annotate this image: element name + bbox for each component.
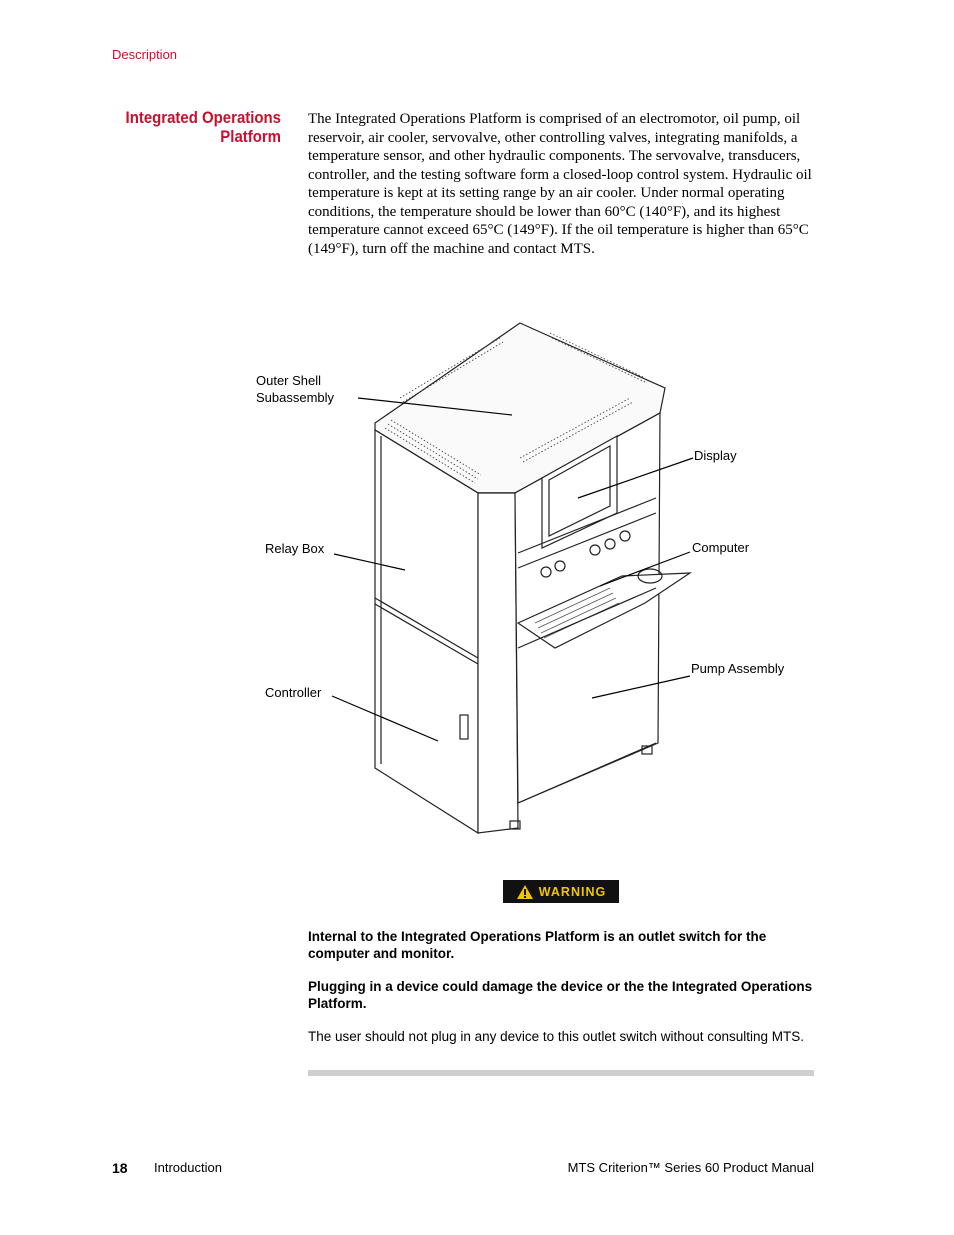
footer-manual-title: MTS Criterion™ Series 60 Product Manual <box>567 1160 814 1175</box>
callout-outer-shell-line1: Outer Shell <box>256 373 322 388</box>
callout-outer-shell-line2: Subassembly <box>256 390 335 405</box>
callout-controller: Controller <box>265 685 322 700</box>
footer-chapter: Introduction <box>154 1160 222 1175</box>
warning-badge <box>503 880 619 903</box>
running-header-section: Description <box>112 47 178 62</box>
warning-paragraph-1: Internal to the Integrated Operations Platform is an outlet switch for the computer and monitor. <box>308 929 767 961</box>
callout-outer-shell <box>256 372 334 406</box>
section-body-paragraph: The Integrated Operations Platform is comprised of an electromotor, oil pump, oil reservoir, air cooler, servovalve, other controlling valves, integrating manifolds, a temperature sensor, and other hydraulic components. The servovalve, transducers, controller, and the testing software form a closed-loop control system. Hydraulic oil temperature is kept at its setting range by an air cooler. Under normal operating conditions, the temperature should be lower than 60°C (140°F), and its highest temperature cannot exceed 65°C (149°F). If the oil temperature is higher than 65°C (149°F), turn off the machine and contact MTS. <box>308 111 812 257</box>
warning-paragraph-2: Plugging in a device could damage the device or the the Integrated Operations Platform. <box>308 979 813 1011</box>
callout-pump-assembly: Pump Assembly <box>691 661 785 676</box>
callout-display: Display <box>694 448 737 463</box>
warning-paragraph-3: The user should not plug in any device to this outlet switch without consulting MTS. <box>308 1029 805 1044</box>
footer-page-number: 18 <box>112 1160 128 1176</box>
callout-computer: Computer <box>692 540 750 555</box>
callout-relay-box: Relay Box <box>265 541 325 556</box>
warning-end-rule <box>308 1070 814 1076</box>
warning-triangle-icon <box>516 884 534 900</box>
warning-label: WARNING <box>538 884 607 899</box>
platform-figure <box>250 318 810 838</box>
section-title: Integrated Operations Platform <box>125 108 281 146</box>
